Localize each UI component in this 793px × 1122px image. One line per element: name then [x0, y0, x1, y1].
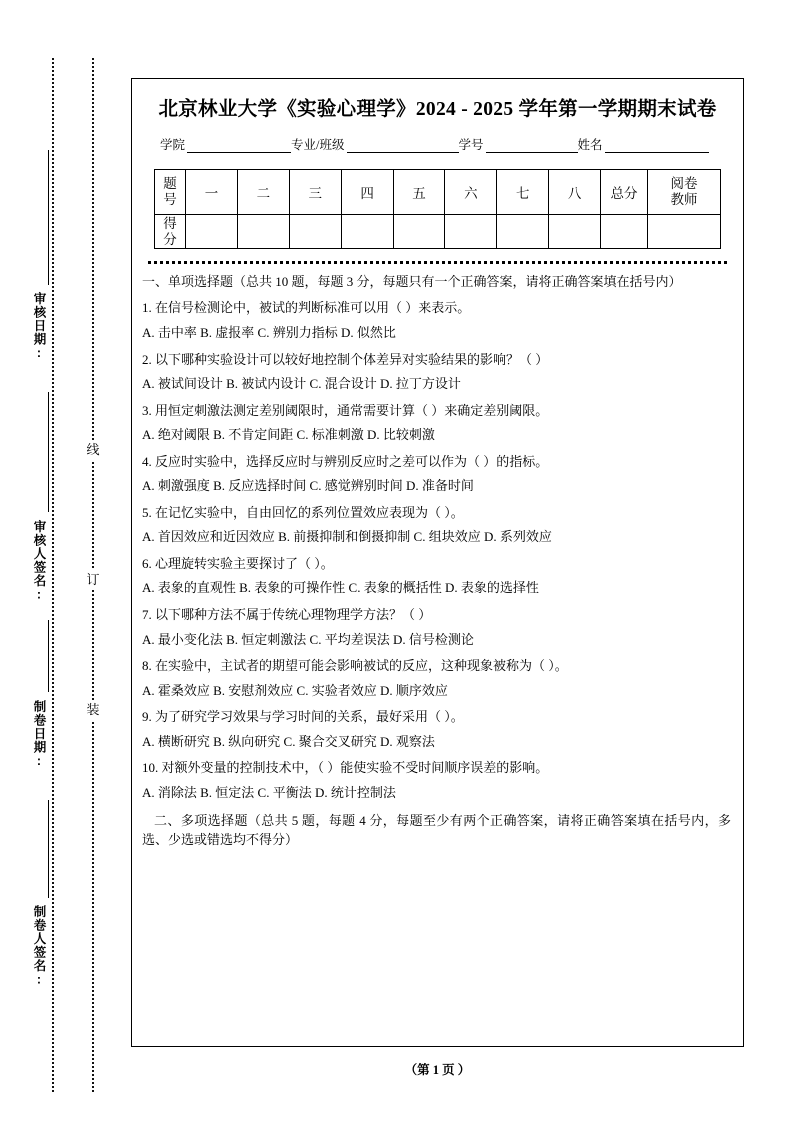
name-field[interactable] [578, 135, 709, 153]
exam-sheet [131, 78, 744, 1047]
column-header-8: 八 [549, 170, 601, 215]
question-10-stem: 10. 对额外变量的控制技术中，（ ）能使实验不受时间顺序误差的影响。 [142, 760, 549, 776]
score-cell-grader[interactable] [648, 215, 721, 249]
name-label: 姓名 [577, 138, 603, 152]
margin-label-maker-signature: 制卷人签名: [32, 905, 46, 988]
column-header-grader [648, 170, 721, 215]
score-table-header-row [155, 170, 721, 215]
question-8-options[interactable]: A. 霍桑效应 B. 安慰剂效应 C. 实验者效应 D. 顺序效应 [142, 682, 448, 698]
binding-rail-char-ding: 订 [84, 570, 102, 590]
score-cell-6[interactable] [445, 215, 497, 249]
identity-fields-row [160, 135, 729, 153]
student-id-field[interactable] [459, 135, 578, 153]
question-1-options[interactable]: A. 击中率 B. 虚报率 C. 辨别力指标 D. 似然比 [142, 325, 396, 340]
binding-dotted-rail-outer [52, 58, 54, 1092]
question-9-stem: 9. 为了研究学习效果与学习时间的关系，最好采用（ ）。 [142, 709, 464, 725]
margin-label-review-signature: 审核人签名: [32, 520, 46, 603]
student-id-input-blank[interactable] [486, 139, 578, 153]
score-table [154, 169, 721, 249]
exam-body [142, 273, 731, 849]
binding-rail-char-zhuang: 装 [84, 700, 102, 720]
column-header-grader-char2: 教师 [670, 192, 698, 207]
column-header-2: 二 [237, 170, 289, 215]
question-2-stem: 2. 以下哪种实验设计可以较好地控制个体差异对实验结果的影响？（ ） [142, 351, 549, 367]
column-header-4: 四 [341, 170, 393, 215]
score-cell-4[interactable] [341, 215, 393, 249]
score-cell-total[interactable] [601, 215, 648, 249]
name-input-blank[interactable] [605, 139, 709, 153]
column-header-grader-char1: 阅卷 [670, 176, 698, 191]
binding-margin [0, 0, 130, 1122]
column-header-7: 七 [497, 170, 549, 215]
score-cell-3[interactable] [289, 215, 341, 249]
college-input-blank[interactable] [187, 139, 291, 153]
page-footer: （第 1 页 ） [404, 1063, 471, 1077]
section-heading-1: 一、单项选择题（总共 10 题，每题 3 分，每题只有一个正确答案，请将正确答案填在括号内） [142, 274, 682, 289]
major-label: 专业/班级 [291, 138, 345, 152]
margin-rule-3 [48, 620, 49, 692]
college-field[interactable] [160, 135, 291, 153]
binding-rail-char-xian: 线 [84, 440, 102, 460]
college-label: 学院 [160, 138, 186, 152]
question-3-stem: 3. 用恒定刺激法测定差别阈限时，通常需要计算（ ）来确定差别阈限。 [142, 402, 549, 418]
score-cell-5[interactable] [393, 215, 445, 249]
question-2-options[interactable]: A. 被试间设计 B. 被试内设计 C. 混合设计 D. 拉丁方设计 [142, 376, 461, 392]
row-header-question-number-char1: 题 [163, 176, 177, 191]
score-cell-8[interactable] [549, 215, 601, 249]
margin-rule-4 [48, 800, 49, 898]
score-table-wrapper [154, 169, 721, 249]
question-6-options[interactable]: A. 表象的直观性 B. 表象的可操作性 C. 表象的概括性 D. 表象的选择性 [142, 580, 539, 596]
score-cell-2[interactable] [237, 215, 289, 249]
score-table-score-row [155, 215, 721, 249]
question-5-options[interactable]: A. 首因效应和近因效应 B. 前摄抑制和倒摄抑制 C. 组块效应 D. 系列效应 [142, 529, 552, 545]
column-header-5: 五 [393, 170, 445, 215]
column-header-1: 一 [186, 170, 238, 215]
margin-label-review-date: 审核日期: [32, 292, 46, 361]
row-header-score-char2: 分 [163, 231, 177, 247]
question-6-stem: 6. 心理旋转实验主要探讨了（ ）。 [142, 555, 334, 571]
page-title: 北京林业大学《实验心理学》2024 - 2025 学年第一学期期末试卷 [158, 99, 717, 120]
question-10-options[interactable]: A. 消除法 B. 恒定法 C. 平衡法 D. 统计控制法 [142, 784, 396, 800]
question-1-stem: 1. 在信号检测论中，被试的判断标准可以用（ ）来表示。 [142, 300, 471, 316]
student-id-label: 学号 [458, 138, 484, 152]
question-4-options[interactable]: A. 刺激强度 B. 反应选择时间 C. 感觉辨别时间 D. 准备时间 [142, 478, 474, 494]
major-input-blank[interactable] [347, 139, 459, 153]
question-9-options[interactable]: A. 横断研究 B. 纵向研究 C. 聚合交叉研究 D. 观察法 [142, 733, 435, 749]
column-header-6: 六 [445, 170, 497, 215]
question-5-stem: 5. 在记忆实验中，自由回忆的系列位置效应表现为（ ）。 [142, 504, 464, 520]
question-8-stem: 8. 在实验中，主试者的期望可能会影响被试的反应，这种现象被称为（ ）。 [142, 658, 568, 674]
score-cell-7[interactable] [497, 215, 549, 249]
section-heading-2: 二、多项选择题（总共 5 题，每题 4 分，每题至少有两个正确答案，请将正确答案填在括号内，多选、少选或错选均不得分） [142, 813, 731, 847]
score-cell-1[interactable] [186, 215, 238, 249]
major-field[interactable] [291, 135, 458, 153]
row-header-question-number-char2: 号 [163, 192, 177, 207]
margin-rule-2 [48, 392, 49, 512]
column-header-3: 三 [289, 170, 341, 215]
question-7-stem: 7. 以下哪种方法不属于传统心理物理学方法？（ ） [142, 607, 432, 623]
row-header-score [155, 215, 186, 249]
column-header-total: 总分 [601, 170, 648, 215]
row-header-question-number [155, 170, 186, 215]
question-7-options[interactable]: A. 最小变化法 B. 恒定刺激法 C. 平均差误法 D. 信号检测论 [142, 631, 474, 647]
dotted-separator [148, 261, 727, 264]
question-3-options[interactable]: A. 绝对阈限 B. 不肯定间距 C. 标准刺激 D. 比较刺激 [142, 427, 435, 443]
row-header-score-char1: 得 [163, 215, 177, 231]
margin-label-maker-date: 制卷日期: [32, 700, 46, 769]
margin-rule-1 [48, 150, 49, 285]
question-4-stem: 4. 反应时实验中，选择反应时与辨别反应时之差可以作为（ ）的指标。 [142, 453, 549, 469]
